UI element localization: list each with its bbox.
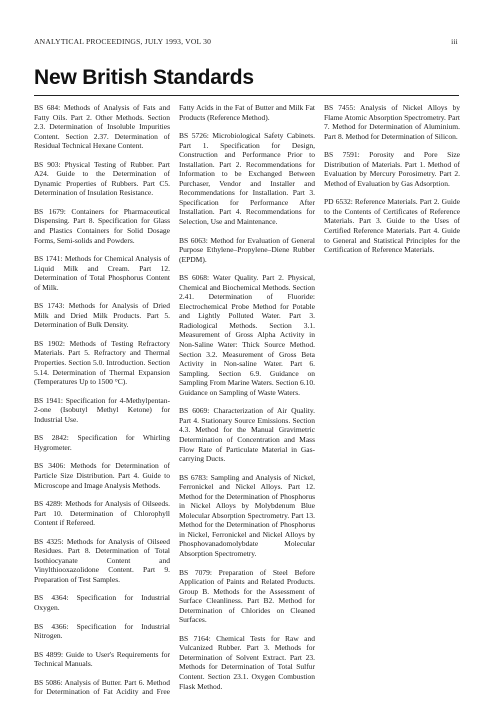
standard-entry: BS 4364: Specification for Industrial Oxygen. [34, 593, 170, 612]
standard-entry: BS 684: Methods of Analysis of Fats and Fatty Oils. Part 2. Other Methods. Section 2.3. Determination of Insoluble Impurities Content. Section 2.37. Determination of Residual Technical Hexane Content. [34, 103, 170, 151]
standard-entry: BS 6068: Water Quality. Part 2. Physical, Chemical and Biochemical Methods. Section 2.41. Determination of Fluoride: Electrochemical Probe Method for Potable and Lightly Polluted Water. Part 3. Radiological Methods. Section 3.1. Measurement of Gross Alpha Activity in Non-Saline Water: Thick Source Method. Section 3.2. Measurement of Gross Beta Activity in Non-saline Water. Part 6. Sampling. Section 6.9. Guidance on Sampling From Marine Waters. Section 6.10. Guidance on Sampling of Waste Waters. [179, 273, 315, 397]
section-title: New British Standards [34, 66, 254, 89]
standard-entry: BS 1941: Specification for 4-Methylpentan-2-one (Isobutyl Methyl Ketone) for Industrial Use. [34, 395, 170, 424]
title-rule [34, 95, 459, 96]
standard-entry: BS 4289: Methods for Analysis of Oilseeds. Part 10. Determination of Chlorophyll Content if Refereed. [34, 499, 170, 528]
standard-entry: BS 903: Physical Testing of Rubber. Part A24. Guide to the Determination of Dynamic Properties of Rubbers. Part C5. Determination of Insulation Resistance. [34, 159, 170, 198]
standard-entry: BS 7164: Chemical Tests for Raw and Vulcanized Rubber. Part 3. Methods for Determination of Solvent Extract. Part 23. Methods for Determination of Total Sulfur Content. Section 23.1. Oxygen Combustion Flask Method. [179, 633, 315, 691]
journal-citation: ANALYTICAL PROCEEDINGS, JULY 1993, VOL 30 [34, 37, 212, 46]
standard-entry: BS 7455: Analysis of Nickel Alloys by Flame Atomic Absorption Spectrometry. Part 7. Method for Determination of Aluminium. Part 8. Method for Determination of Silicon. [324, 103, 460, 141]
standard-entry: BS 1679: Containers for Pharmaceutical Dispensing. Part 8. Specification for Glass and Plastics Containers for Solid Dosage Forms, Semi-solids and Powders. [34, 206, 170, 245]
standard-entry: BS 6069: Characterization of Air Quality. Part 4. Stationary Source Emissions. Section 4.3. Method for the Manual Gravimetric Determination of Concentration and Mass Flow Rate of Particulate Material in Gas-carrying Ducts. [179, 406, 315, 464]
standard-entry: BS 4325: Methods for Analysis of Oilseed Residues. Part 8. Determination of Total Isothiocyanate Content and Vinylthiooxazolidone Content. Part 9. Preparation of Test Samples. [34, 536, 170, 584]
standard-entry: BS 1741: Methods for Chemical Analysis of Liquid Milk and Cream. Part 12. Determination of Total Phosphorus Content of Milk. [34, 254, 170, 292]
standard-entry: BS 7079: Preparation of Steel Before Application of Paints and Related Products. Group B. Methods for the Assessment of Surface Cleanliness. Part B2. Method for Determination of Chlorides on Cleaned Surfaces. [179, 567, 315, 625]
page-number: iii [451, 37, 458, 46]
standard-entry: BS 3406: Methods for Determination of Particle Size Distribution. Part 4. Guide to Microscope and Image Analysis Methods. [34, 461, 170, 490]
standard-entry: BS 7591: Porosity and Pore Size Distribution of Materials. Part 1. Method of Evaluation by Mercury Porosimetry. Part 2. Method of Evaluation by Gas Adsorption. [324, 150, 460, 188]
standard-entry: BS 5726: Microbiological Safety Cabinets. Part 1. Specification for Design, Construction and Performance Prior to Installation. Part 2. Recommendations for Information to be Exchanged Between Purchaser, Vendor and Installer and Recommendations for Installation. Part 3. Specification for Performance After Installation. Part 4. Recommendations for Selection, Use and Maintenance. [179, 131, 315, 227]
standard-entry: BS 6783: Sampling and Analysis of Nickel, Ferronickel and Nickel Alloys. Part 12. Method for the Determination of Phosphorus in Nickel Alloys by Molybdenum Blue Molecular Absorption Spectrometry. Part 13. Method for the Determination of Phosphorus in Nickel, Ferronickel and Nickel Alloys by Phosphovanadomolybdate Molecular Absorption Spectrometry. [179, 472, 315, 558]
standard-entry: BS 1743: Methods for Analysis of Dried Milk and Dried Milk Products. Part 5. Determination of Bulk Density. [34, 301, 170, 330]
standard-entry: BS 6063: Method for Evaluation of General Purpose Ethylene–Propylene–Diene Rubber (EPDM). [179, 235, 315, 264]
standard-entry: BS 5086: Analysis of Butter. Part 6. Method for Determination of Fat Acidity and Free Fatty Acids in the Fat of Butter and Milk Fat Products (Reference Method). [34, 103, 315, 697]
standard-entry: BS 1902: Methods of Testing Refractory Materials. Part 5. Refractory and Thermal Properties. Section 5.0. Introduction. Section 5.14. Determination of Thermal Expansion (Temperatures Up to 1500 °C). [34, 338, 170, 387]
standard-entry: BS 2842: Specification for Whirling Hygrometer. [34, 433, 170, 452]
standard-entry: BS 4366: Specification for Industrial Nitrogen. [34, 621, 170, 641]
standards-list [34, 103, 460, 703]
standard-entry: BS 4899: Guide to User's Requirements for Technical Manuals. [34, 649, 170, 669]
standard-entry: PD 6532: Reference Materials. Part 2. Guide to the Contents of Certificates of Reference Materials. Part 3. Guide to the Uses of Certified Reference Materials. Part 4. Guide to General and Statistical Principles for the Certification of Reference Materials. [324, 197, 460, 255]
